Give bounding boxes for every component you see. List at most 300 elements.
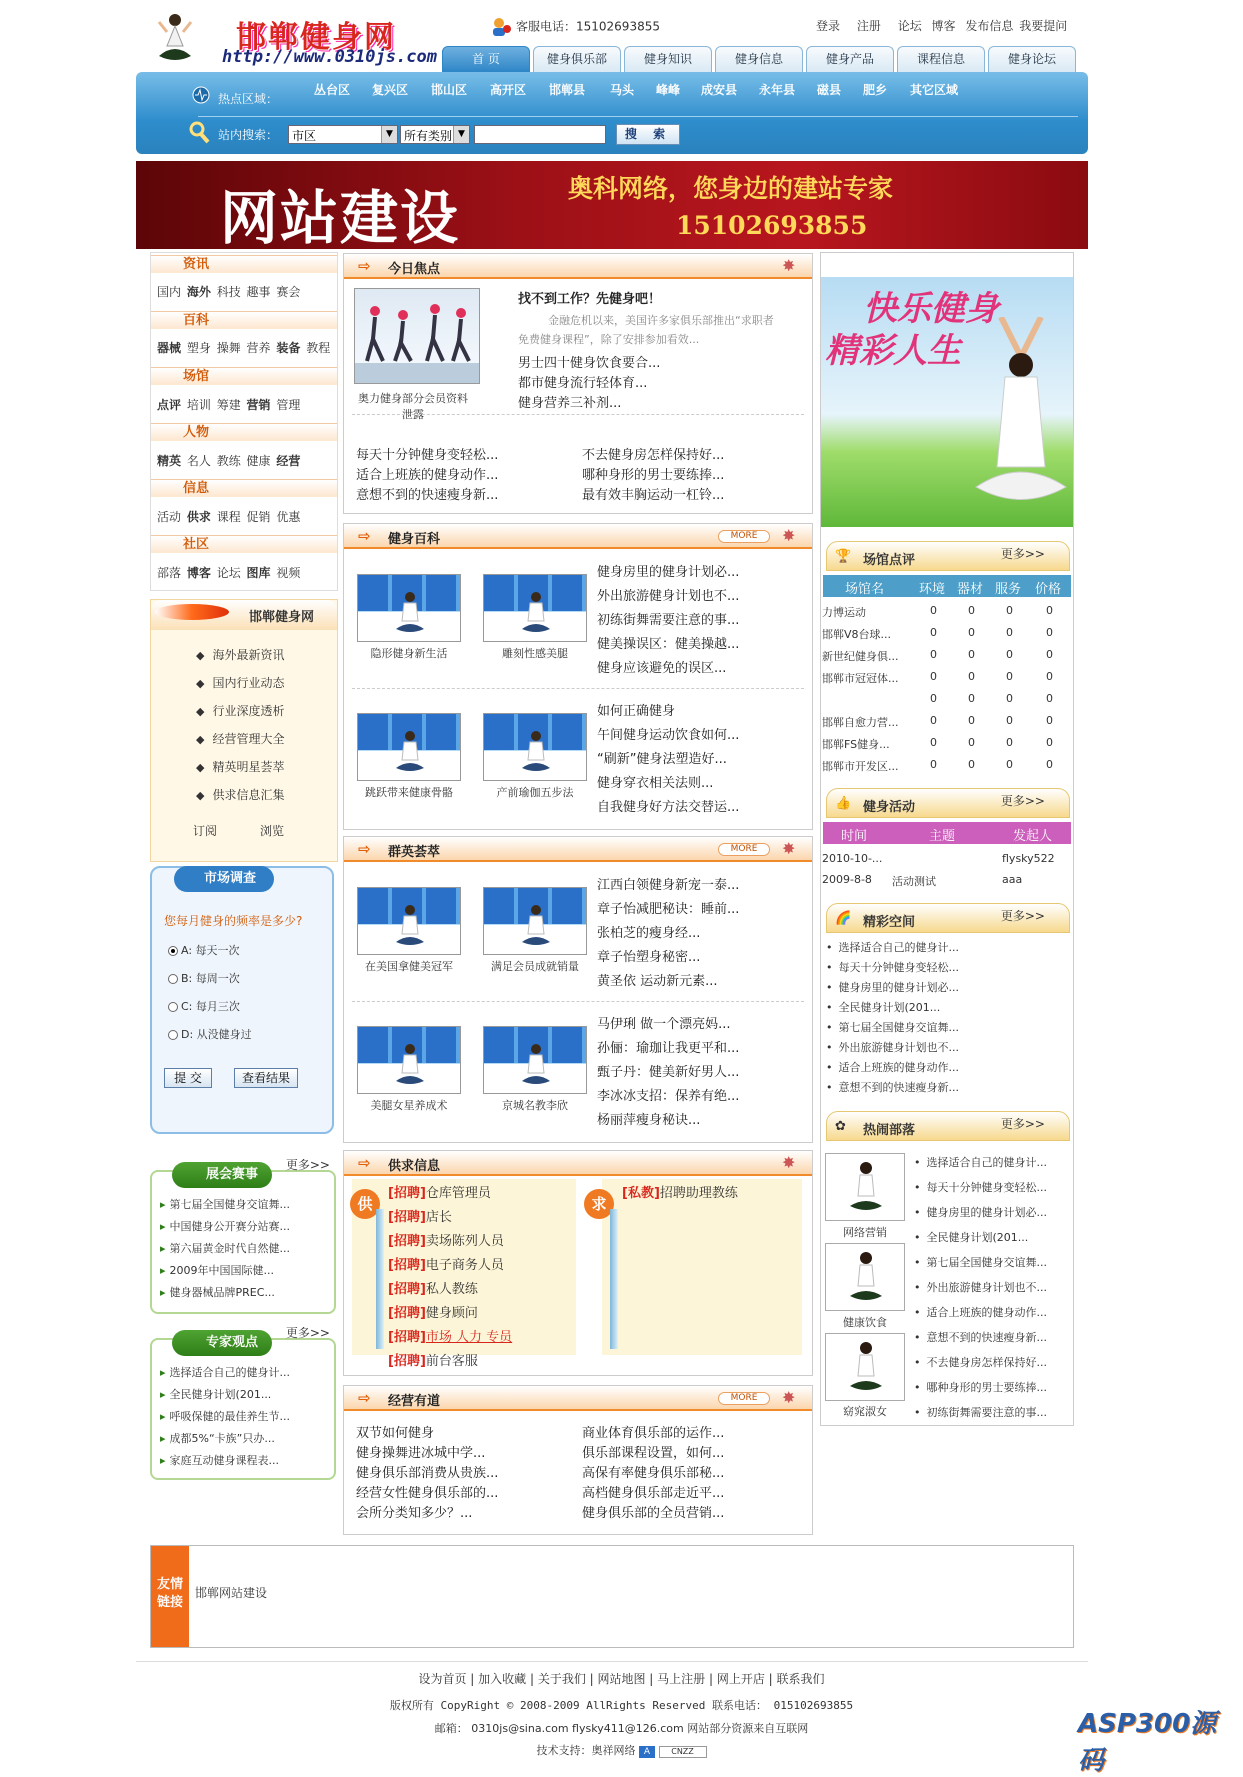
friend-links xyxy=(150,1545,1074,1648)
table-cell: 邯郸V8台球... xyxy=(822,628,892,641)
logo-url: http://www.0310js.com xyxy=(222,47,437,67)
more-link[interactable]: 更多>> xyxy=(1000,794,1045,808)
news-link[interactable]: 黄圣依 运动新元素... xyxy=(597,974,718,989)
banner-slogan: 奥科网络，您身边的建站专家 xyxy=(568,174,894,203)
radio-button[interactable] xyxy=(168,946,178,956)
copyright: 版权所有 CopyRight © 2008-2009 AllRights Reserved 联系电话： 015102693855 xyxy=(389,1699,854,1712)
supply-item[interactable]: [招聘]市场 人力 专员 xyxy=(388,1330,513,1345)
cat-link[interactable]: 图库 xyxy=(246,566,271,580)
article-thumbnail[interactable] xyxy=(483,574,587,642)
runner-icon: ✸ xyxy=(782,1153,796,1172)
friend-link[interactable]: 邯郸网站建设 xyxy=(195,1586,268,1600)
cat-link[interactable]: 国内 xyxy=(157,285,182,299)
radio-button[interactable] xyxy=(168,1002,178,1012)
panel-header: ⇨ 今日焦点 ✸ xyxy=(344,254,812,279)
radio-button[interactable] xyxy=(168,974,178,984)
table-cell: 0 xyxy=(1046,692,1053,705)
more-button[interactable]: MORE xyxy=(718,1392,770,1405)
list-item[interactable]: • 每天十分钟健身变轻松... xyxy=(826,959,959,975)
list-item[interactable]: • 第七届全国健身交谊舞... xyxy=(826,1019,959,1035)
tab-home[interactable]: 首 页 xyxy=(442,46,530,72)
cat-link[interactable]: 塑身 xyxy=(186,341,211,355)
category-links-people xyxy=(157,452,300,469)
news-link[interactable]: 李冰冰支招：保养有绝... xyxy=(597,1089,740,1104)
list-item[interactable]: ◆ 国内行业动态 xyxy=(196,674,284,691)
area-other[interactable]: 其它区域 xyxy=(910,83,959,97)
table-cell: 0 xyxy=(968,714,975,727)
survey-title: 市场调查 xyxy=(174,866,274,892)
yoga-girl-image xyxy=(522,730,550,772)
blog-link[interactable]: 博客 xyxy=(931,19,956,33)
news-link[interactable]: 外出旅游健身计划也不... xyxy=(597,589,740,604)
news-link[interactable]: 双节如何健身 xyxy=(356,1426,435,1441)
cat-link[interactable]: 科技 xyxy=(216,285,241,299)
list-item[interactable]: • 选择适合自己的健身计... xyxy=(826,939,959,955)
category-links-venue xyxy=(157,396,300,413)
thumb-caption[interactable]: 网络营销 xyxy=(843,1226,887,1239)
rainbow-icon: 🌈 xyxy=(835,911,852,926)
contact-email: 邮箱： 0310js@sina.com flysky411@126.com 网站部分资源来自互联网 xyxy=(434,1722,809,1735)
area-chengan[interactable]: 成安县 xyxy=(701,83,738,97)
table-cell: 0 xyxy=(930,714,937,727)
runner-icon: ✸ xyxy=(782,1388,796,1407)
table-cell: 0 xyxy=(930,626,937,639)
cat-link[interactable]: 促销 xyxy=(246,510,271,524)
news-link[interactable]: 俱乐部课程设置，如何... xyxy=(582,1446,725,1461)
search-icon xyxy=(188,120,210,144)
survey-option-d[interactable]: D: 从没健身过 xyxy=(168,1026,252,1042)
area-fengfeng[interactable]: 峰峰 xyxy=(656,83,681,97)
customer-service-icon xyxy=(490,17,512,37)
fitness-ad-image[interactable] xyxy=(821,277,1073,527)
list-item[interactable]: ▸ 第七届全国健身交谊舞... xyxy=(160,1196,290,1212)
news-link[interactable]: 张柏芝的瘦身经... xyxy=(597,926,701,941)
yoga-girl-image xyxy=(850,1160,882,1214)
banner-phone: 15102693855 xyxy=(676,211,868,240)
space-header: 🌈 精彩空间 更多>> xyxy=(826,903,1070,933)
article-thumbnail[interactable] xyxy=(357,713,461,781)
tab-forum[interactable]: 健身论坛 xyxy=(988,46,1076,72)
yoga-figure-icon xyxy=(155,12,195,66)
list-item[interactable]: • 全民健身计划(201... xyxy=(914,1229,1028,1245)
category-box xyxy=(150,252,338,591)
area-fuxing[interactable]: 复兴区 xyxy=(372,83,409,97)
more-link[interactable]: 更多>> xyxy=(1000,547,1045,561)
news-link[interactable]: 自我健身好方法交替运... xyxy=(597,800,740,815)
divider xyxy=(376,1209,384,1349)
yoga-girl-image xyxy=(396,730,424,772)
list-item[interactable]: ▸ 中国健身公开赛分站赛... xyxy=(160,1218,290,1234)
category-title-encyclopedia[interactable]: 百科 xyxy=(151,311,337,329)
tribe-thumbnail[interactable] xyxy=(825,1333,905,1401)
hotspot-icon xyxy=(192,86,210,104)
list-item[interactable]: • 不去健身房怎样保持好... xyxy=(914,1354,1047,1370)
table-cell: 0 xyxy=(1006,670,1013,683)
arrow-right-icon: ⇨ xyxy=(358,1154,371,1172)
news-link[interactable]: 健身穿衣相关法则... xyxy=(597,776,714,791)
friend-links-label: 友情链接 xyxy=(151,1546,189,1647)
survey-results-button[interactable]: 查看结果 xyxy=(234,1068,298,1088)
list-item[interactable]: ▸ 呼吸保健的最佳养生节... xyxy=(160,1408,290,1424)
cat-link[interactable]: 装备 xyxy=(276,341,301,355)
list-item[interactable]: • 意想不到的快速瘦身新... xyxy=(826,1079,959,1095)
chevron-down-icon: ▼ xyxy=(381,126,397,143)
runner-icon: ✸ xyxy=(782,526,796,545)
thumbs-up-icon: 👍 xyxy=(835,796,852,811)
cat-link[interactable]: 优惠 xyxy=(276,510,301,524)
tab-info[interactable]: 健身信息 xyxy=(715,46,803,72)
news-link[interactable]: 健身营养三补剂... xyxy=(518,396,622,411)
focus-image[interactable] xyxy=(354,288,480,384)
subscribe-link[interactable]: 订阅 xyxy=(193,824,218,838)
news-link[interactable]: 都市健身流行轻体育... xyxy=(518,376,648,391)
news-link[interactable]: 不去健身房怎样保持好... xyxy=(582,448,725,463)
yoga-girl-image xyxy=(396,904,424,946)
divider xyxy=(352,1001,804,1002)
table-cell: 0 xyxy=(1046,604,1053,617)
ad-line-2: 精彩人生 xyxy=(825,331,961,371)
box-header xyxy=(151,600,337,630)
news-link[interactable]: 经营女性健身俱乐部的... xyxy=(356,1486,499,1501)
cat-link[interactable]: 教程 xyxy=(306,341,331,355)
area-cixian[interactable]: 磁县 xyxy=(817,83,842,97)
yoga-girl-image xyxy=(522,1043,550,1085)
category-title-community[interactable]: 社区 xyxy=(151,535,337,553)
area-yongnian[interactable]: 永年县 xyxy=(759,83,796,97)
list-item[interactable]: ▸ 家庭互动健身课程表... xyxy=(160,1452,279,1468)
tab-knowledge[interactable]: 健身知识 xyxy=(624,46,712,72)
business-panel xyxy=(343,1385,813,1535)
list-item[interactable]: ▸ 2009年中国国际健... xyxy=(160,1262,274,1278)
supply-item[interactable]: [招聘]店长 xyxy=(388,1210,452,1225)
list-item[interactable]: • 初练街舞需要注意的事... xyxy=(914,1404,1047,1420)
tribe-thumbnail[interactable] xyxy=(825,1243,905,1311)
table-cell: 0 xyxy=(930,758,937,771)
cat-link[interactable]: 器械 xyxy=(157,341,182,355)
supply-item[interactable]: [招聘]私人教练 xyxy=(388,1282,478,1297)
news-link[interactable]: 健美操误区：健美操越... xyxy=(597,637,740,652)
arrow-right-icon: ⇨ xyxy=(358,257,371,275)
cat-link[interactable]: 筹建 xyxy=(216,398,241,412)
category-links-info xyxy=(157,508,300,525)
divider xyxy=(352,688,804,689)
table-cell: 0 xyxy=(1006,736,1013,749)
category-links-community xyxy=(157,564,300,581)
banner-main-text: 网站建设 xyxy=(220,184,461,249)
login-link[interactable]: 登录 xyxy=(816,19,841,33)
venue-table-header: 场馆名 环境 器材 服务 价格 xyxy=(823,575,1071,597)
news-link[interactable]: 健身操舞进冰城中学... xyxy=(356,1446,486,1461)
table-cell: 0 xyxy=(1006,714,1013,727)
more-link[interactable]: 更多>> xyxy=(1000,909,1045,923)
table-cell: 0 xyxy=(968,604,975,617)
tribe-thumbnail[interactable] xyxy=(825,1153,905,1221)
headline[interactable]: 找不到工作？先健身吧！ xyxy=(518,292,662,307)
list-item[interactable]: ◆ 海外最新资讯 xyxy=(196,646,284,663)
venue-review-header: 🏆 场馆点评 更多>> xyxy=(826,541,1070,571)
list-item[interactable]: ▸ 第六届黄金时代自然健... xyxy=(160,1240,290,1256)
cat-link[interactable]: 操舞 xyxy=(216,341,241,355)
cat-link[interactable]: 视频 xyxy=(276,566,301,580)
arrow-right-icon: ⇨ xyxy=(358,527,371,545)
table-cell: 0 xyxy=(968,692,975,705)
table-cell: 0 xyxy=(1006,648,1013,661)
news-link[interactable]: 每天十分钟健身变轻松... xyxy=(356,448,499,463)
news-link[interactable]: 甄子丹：健美新好男人... xyxy=(597,1065,740,1080)
article-thumbnail[interactable] xyxy=(483,713,587,781)
post-info-link[interactable]: 发布信息 xyxy=(965,19,1014,33)
table-cell: 0 xyxy=(930,604,937,617)
supply-item[interactable]: [招聘]前台客服 xyxy=(388,1354,478,1369)
news-link[interactable]: 章子怡减肥秘诀：睡前... xyxy=(597,902,740,917)
trophy-icon: 🏆 xyxy=(835,549,852,564)
search-button[interactable]: 搜 索 xyxy=(616,124,680,145)
area-hanshan[interactable]: 邯山区 xyxy=(431,83,468,97)
news-link[interactable]: 如何正确健身 xyxy=(597,704,676,719)
news-link[interactable]: 健身房里的健身计划必... xyxy=(597,565,740,580)
cat-link[interactable]: 营养 xyxy=(246,341,271,355)
arrow-right-icon: ⇨ xyxy=(358,840,371,858)
list-item[interactable]: • 外出旅游健身计划也不... xyxy=(826,1039,959,1055)
thumb-caption[interactable]: 在美国拿健美冠军 xyxy=(365,960,453,973)
table-cell: 邯郸市冠冠体... xyxy=(822,672,899,685)
cnzz-badge-icon[interactable]: CNZZ xyxy=(659,1746,707,1758)
cat-link[interactable]: 点评 xyxy=(157,398,182,412)
chevron-down-icon: ▼ xyxy=(453,126,469,143)
article-thumbnail[interactable] xyxy=(357,574,461,642)
top-links xyxy=(816,17,1080,34)
table-cell: 0 xyxy=(968,736,975,749)
survey-option-b[interactable]: B: 每周一次 xyxy=(168,970,240,986)
cat-link[interactable]: 博客 xyxy=(186,566,211,580)
category-title-people[interactable]: 人物 xyxy=(151,423,337,441)
elites-panel xyxy=(343,836,813,1143)
supply-item[interactable]: [招聘]仓库管理员 xyxy=(388,1186,491,1201)
news-link[interactable]: 意想不到的快速瘦身新... xyxy=(356,488,499,503)
tab-courses[interactable]: 课程信息 xyxy=(897,46,985,72)
news-link[interactable]: 孙俪：瑜珈让我更平和... xyxy=(597,1041,740,1056)
table-cell: 邯郸自愈力营... xyxy=(822,716,899,729)
forum-link[interactable]: 论坛 xyxy=(897,19,922,33)
more-link[interactable]: 更多>> xyxy=(1000,1117,1045,1131)
table-cell: 0 xyxy=(1046,714,1053,727)
news-link[interactable]: 章子怡塑身秘密... xyxy=(597,950,701,965)
aerobics-photo xyxy=(355,289,479,383)
area-congtai[interactable]: 丛台区 xyxy=(314,83,351,97)
category-links-news xyxy=(157,283,300,300)
list-item[interactable]: • 意想不到的快速瘦身新... xyxy=(914,1329,1047,1345)
search-input[interactable] xyxy=(474,125,606,144)
table-cell: 0 xyxy=(930,670,937,683)
more-button[interactable]: MORE xyxy=(718,843,770,856)
more-link[interactable]: 更多>> xyxy=(285,1158,330,1172)
flower-icon: ✿ xyxy=(835,1119,846,1134)
activities-header: 👍 健身活动 更多>> xyxy=(826,788,1070,818)
category-select[interactable]: 所有类别 ▼ xyxy=(400,125,470,144)
area-matou[interactable]: 马头 xyxy=(610,83,635,97)
image-caption[interactable]: 奥力健身部分会员资料泄露 xyxy=(358,392,468,421)
cat-link[interactable]: 课程 xyxy=(216,510,241,524)
supply-item[interactable]: [招聘]卖场陈列人员 xyxy=(388,1234,504,1249)
table-cell: 力博运动 xyxy=(822,606,866,619)
table-cell: 新世纪健身俱... xyxy=(822,650,899,663)
article-thumbnail[interactable] xyxy=(483,1026,587,1094)
news-link[interactable]: 高保有率健身俱乐部秘... xyxy=(582,1466,725,1481)
browse-link[interactable]: 浏览 xyxy=(260,824,285,838)
yoga-woman-image xyxy=(971,317,1071,527)
cat-link[interactable]: 管理 xyxy=(276,398,301,412)
list-item[interactable]: ◆ 精英明星荟萃 xyxy=(196,758,284,775)
runner-icon: ✸ xyxy=(782,839,796,858)
site-search-label: 站内搜索： xyxy=(218,128,279,142)
category-title-news[interactable]: 资讯 xyxy=(151,255,337,273)
cat-link[interactable]: 趣事 xyxy=(246,285,271,299)
survey-submit-button[interactable]: 提 交 xyxy=(164,1068,212,1088)
category-links-encyclopedia xyxy=(157,339,330,356)
cat-link[interactable]: 培训 xyxy=(186,398,211,412)
cat-link[interactable]: 精英 xyxy=(157,454,182,468)
news-link[interactable]: 最有效丰胸运动一杠铃... xyxy=(582,488,725,503)
list-item[interactable]: • 每天十分钟健身变轻松... xyxy=(914,1179,1047,1195)
article-thumbnail[interactable] xyxy=(357,1026,461,1094)
list-item[interactable]: ▸ 成都5%“卡族”只办... xyxy=(160,1430,275,1446)
divider xyxy=(610,1209,618,1349)
thumb-caption[interactable]: 隐形健身新生活 xyxy=(370,647,448,660)
category-title-info[interactable]: 信息 xyxy=(151,479,337,497)
list-item[interactable]: • 健身房里的健身计划必... xyxy=(826,979,959,995)
more-link[interactable]: 更多>> xyxy=(285,1326,330,1340)
news-link[interactable]: “刷新”健身法塑造好... xyxy=(597,752,727,767)
table-cell: 0 xyxy=(1006,692,1013,705)
panel-header: ⇨ 经营有道 MORE ✸ xyxy=(344,1386,812,1411)
stats-badge-icon[interactable]: A xyxy=(639,1746,655,1758)
cat-link[interactable]: 赛会 xyxy=(276,285,301,299)
news-link[interactable]: 杨丽萍瘦身秘诀... xyxy=(597,1113,701,1128)
news-link[interactable]: 江西白领健身新宠一泰... xyxy=(597,878,740,893)
tab-clubs[interactable]: 健身俱乐部 xyxy=(533,46,621,72)
tribe-header: ✿ 热闹部落 更多>> xyxy=(826,1111,1070,1141)
article-thumbnail[interactable] xyxy=(483,887,587,955)
table-cell: 0 xyxy=(968,626,975,639)
cat-link[interactable]: 经营 xyxy=(276,454,301,468)
banner-ad[interactable] xyxy=(136,161,1088,249)
news-link[interactable]: 健身俱乐部消费从贵族... xyxy=(356,1466,499,1481)
cat-link[interactable]: 活动 xyxy=(157,510,182,524)
register-link[interactable]: 注册 xyxy=(856,19,881,33)
tab-products[interactable]: 健身产品 xyxy=(806,46,894,72)
list-item[interactable]: • 外出旅游健身计划也不... xyxy=(914,1279,1047,1295)
list-item[interactable]: ◆ 供求信息汇集 xyxy=(196,786,284,803)
news-link[interactable]: 午间健身运动饮食如何... xyxy=(597,728,740,743)
cat-link[interactable]: 供求 xyxy=(186,510,211,524)
radio-button[interactable] xyxy=(168,1030,178,1040)
ask-question-link[interactable]: 我要提问 xyxy=(1019,19,1068,33)
yoga-girl-image xyxy=(396,591,424,633)
survey-option-a[interactable]: A: 每天一次 xyxy=(168,942,240,958)
yoga-girl-image xyxy=(522,904,550,946)
thumb-caption[interactable]: 跳跃带来健康骨骼 xyxy=(365,786,453,799)
list-item[interactable]: • 健身房里的健身计划必... xyxy=(914,1204,1047,1220)
list-item[interactable]: • 全民健身计划(201... xyxy=(826,999,940,1015)
footer-nav[interactable]: 设为首页 | 加入收藏 | 关于我们 | 网站地图 | 马上注册 | 网上开店 | 联系我们 xyxy=(418,1672,825,1686)
table-cell: 0 xyxy=(1046,758,1053,771)
news-link[interactable]: 高档健身俱乐部走近平... xyxy=(582,1486,725,1501)
area-feixiang[interactable]: 肥乡 xyxy=(863,83,888,97)
list-item[interactable]: ◆ 行业深度透析 xyxy=(196,702,284,719)
demand-badge: 求 xyxy=(584,1189,614,1219)
tech-support: 技术支持：奥祥网络 A CNZZ xyxy=(0,1742,1243,1758)
cat-link[interactable]: 名人 xyxy=(186,454,211,468)
yoga-girl-image xyxy=(522,591,550,633)
news-link[interactable]: 哪种身形的男士要练捧... xyxy=(582,468,725,483)
news-link[interactable]: 马伊琍 做一个漂亮妈... xyxy=(597,1017,731,1032)
thumb-caption[interactable]: 美腿女星养成术 xyxy=(370,1099,448,1112)
box-title: 邯郸健身网 xyxy=(249,610,315,625)
thumb-caption[interactable]: 窈窕淑女 xyxy=(843,1405,887,1418)
table-cell: 0 xyxy=(930,692,937,705)
news-link[interactable]: 健身俱乐部的全员营销... xyxy=(582,1506,725,1521)
list-item[interactable]: • 适合上班族的健身动作... xyxy=(826,1059,959,1075)
thumb-caption[interactable]: 雕刻性感美腿 xyxy=(502,647,568,660)
thumb-caption[interactable]: 满足会员成就销量 xyxy=(491,960,579,973)
news-link[interactable]: 健身应该避免的误区... xyxy=(597,661,727,676)
thumb-caption[interactable]: 京城名教李欣 xyxy=(502,1099,568,1112)
list-item[interactable]: ▸ 健身器械品牌PREC... xyxy=(160,1284,275,1300)
table-cell: 0 xyxy=(1006,758,1013,771)
category-title-venue[interactable]: 场馆 xyxy=(151,367,337,385)
table-cell: 0 xyxy=(1046,736,1053,749)
region-select[interactable]: 市区 ▼ xyxy=(288,125,398,144)
thumb-caption[interactable]: 产前瑜伽五步法 xyxy=(496,786,574,799)
supply-item[interactable]: [招聘]健身顾问 xyxy=(388,1306,478,1321)
article-thumbnail[interactable] xyxy=(357,887,461,955)
cat-link[interactable]: 海外 xyxy=(186,285,211,299)
panel-header: ⇨ 健身百科 MORE ✸ xyxy=(344,524,812,549)
watermark-logo: ASP300源码 xyxy=(1078,1709,1217,1776)
supply-item[interactable]: [招聘]电子商务人员 xyxy=(388,1258,504,1273)
list-item[interactable]: • 适合上班族的健身动作... xyxy=(914,1304,1047,1320)
table-cell: 0 xyxy=(968,758,975,771)
summary-line: 金融危机以来，美国许多家俱乐部推出“求职者 xyxy=(548,314,774,327)
news-link[interactable]: 男士四十健身饮食要合... xyxy=(518,356,661,371)
more-button[interactable]: MORE xyxy=(718,530,770,543)
cat-link[interactable]: 部落 xyxy=(157,566,182,580)
cat-link[interactable]: 教练 xyxy=(216,454,241,468)
news-link[interactable]: 会所分类知多少？... xyxy=(356,1506,473,1521)
area-gaokai[interactable]: 高开区 xyxy=(490,83,527,97)
survey-option-c[interactable]: C: 每月三次 xyxy=(168,998,240,1014)
hot-area-label: 热点区域： xyxy=(218,92,279,106)
list-item[interactable]: ▸ 全民健身计划(201... xyxy=(160,1386,271,1402)
list-item[interactable]: • 选择适合自己的健身计... xyxy=(914,1154,1047,1170)
news-link[interactable]: 初练街舞需要注意的事... xyxy=(597,613,740,628)
news-link[interactable]: 商业体育俱乐部的运作... xyxy=(582,1426,725,1441)
thumb-caption[interactable]: 健康饮食 xyxy=(843,1316,887,1329)
supply-demand-panel xyxy=(343,1150,813,1376)
list-item[interactable]: • 哪种身形的男士要练捧... xyxy=(914,1379,1047,1395)
area-handan-county[interactable]: 邯郸县 xyxy=(549,83,586,97)
list-item[interactable]: ◆ 经营管理大全 xyxy=(196,730,284,747)
cat-link[interactable]: 论坛 xyxy=(216,566,241,580)
ad-line-1: 快乐健身 xyxy=(863,289,999,329)
site-logo[interactable] xyxy=(150,12,440,68)
cat-link[interactable]: 营销 xyxy=(246,398,271,412)
news-link[interactable]: 适合上班族的健身动作... xyxy=(356,468,499,483)
list-item[interactable]: ▸ 选择适合自己的健身计... xyxy=(160,1364,290,1380)
demand-item[interactable]: [私教]招聘助理教练 xyxy=(622,1186,738,1201)
cat-link[interactable]: 健康 xyxy=(246,454,271,468)
list-item[interactable]: • 第七届全国健身交谊舞... xyxy=(914,1254,1047,1270)
